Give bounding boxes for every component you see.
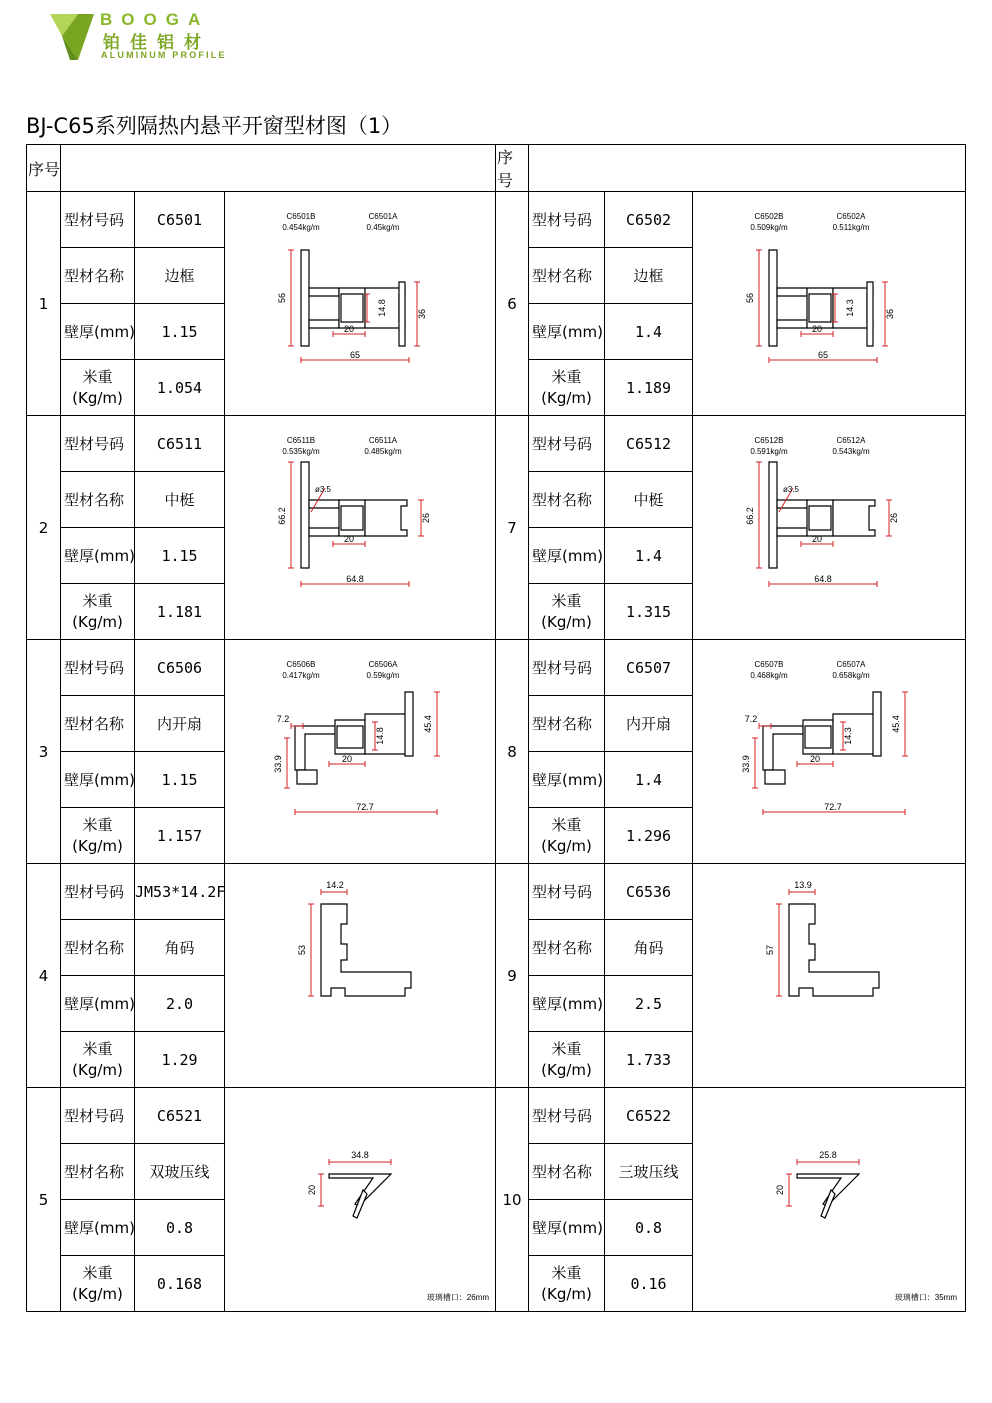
dim-width: 72.7 bbox=[824, 802, 842, 812]
profile-section-drawing bbox=[693, 1088, 963, 1308]
sash-right-wall bbox=[873, 692, 881, 756]
field-label-name: 型材名称 bbox=[529, 920, 605, 976]
dim-width: 13.9 bbox=[794, 880, 812, 890]
dim-width: 25.8 bbox=[819, 1150, 837, 1160]
field-label-weight-line1: 米重 bbox=[551, 591, 582, 610]
corner-bracket bbox=[321, 904, 411, 996]
field-label-weight bbox=[61, 1032, 135, 1088]
frame-right-wall bbox=[867, 282, 873, 346]
field-label-weight bbox=[61, 1256, 135, 1312]
field-value-name: 角码 bbox=[605, 920, 693, 976]
part-a-code: C6502A bbox=[836, 212, 866, 221]
field-label-wall: 壁厚(mm) bbox=[61, 752, 135, 808]
field-label-name: 型材名称 bbox=[61, 1144, 135, 1200]
sash-glazing-bead bbox=[297, 770, 317, 784]
field-value-code: C6522 bbox=[605, 1088, 693, 1144]
page-title: BJ-C65系列隔热内悬平开窗型材图（1） bbox=[26, 114, 403, 138]
dim-screw-diameter: ø3.5 bbox=[314, 485, 332, 494]
sash-right-wall bbox=[405, 692, 413, 756]
field-value-name: 边框 bbox=[135, 248, 225, 304]
frame-chamber-left bbox=[777, 288, 807, 328]
mullion-chamber-right bbox=[833, 500, 875, 536]
dim-width: 65 bbox=[818, 350, 829, 360]
dim-isolator: 20 bbox=[812, 324, 823, 334]
field-label-code: 型材号码 bbox=[61, 640, 135, 696]
field-value-code: C6507 bbox=[605, 640, 693, 696]
dim-height-2: 36 bbox=[417, 308, 427, 320]
header-blank-left bbox=[61, 145, 496, 192]
row-number: 7 bbox=[496, 416, 529, 640]
field-label-weight-line1: 米重 bbox=[82, 367, 113, 386]
field-value-code: C6511 bbox=[135, 416, 225, 472]
field-label-weight bbox=[529, 808, 605, 864]
part-b-code: C6501B bbox=[286, 212, 316, 221]
profile-section-drawing bbox=[225, 416, 495, 636]
part-b-weight: 0.454kg/m bbox=[282, 223, 320, 232]
field-value-weight: 1.29 bbox=[135, 1032, 225, 1088]
profile-section-drawing bbox=[225, 1088, 495, 1308]
field-value-weight: 1.189 bbox=[605, 360, 693, 416]
field-label-code: 型材号码 bbox=[61, 192, 135, 248]
part-a-weight: 0.485kg/m bbox=[364, 447, 402, 456]
part-b-weight: 0.509kg/m bbox=[750, 223, 788, 232]
dim-width: 64.8 bbox=[346, 574, 364, 584]
field-label-name: 型材名称 bbox=[61, 920, 135, 976]
field-value-wall: 1.15 bbox=[135, 752, 225, 808]
profile-drawing-cell bbox=[225, 416, 496, 640]
part-a-weight: 0.45kg/m bbox=[366, 223, 400, 232]
field-value-name: 内开扇 bbox=[605, 696, 693, 752]
field-value-name: 中梃 bbox=[605, 472, 693, 528]
field-label-name: 型材名称 bbox=[61, 472, 135, 528]
field-value-code: C6521 bbox=[135, 1088, 225, 1144]
part-b-weight: 0.535kg/m bbox=[282, 447, 320, 456]
field-label-weight-line1: 米重 bbox=[82, 815, 113, 834]
dim-height: 20 bbox=[307, 1184, 317, 1196]
part-b-code: C6506B bbox=[286, 660, 316, 669]
part-b-weight: 0.591kg/m bbox=[750, 447, 788, 456]
field-label-name: 型材名称 bbox=[61, 248, 135, 304]
glass-slot-note: 玻璃槽口：35mm bbox=[894, 1293, 958, 1302]
dim-width: 14.2 bbox=[326, 880, 344, 890]
field-label-weight-line2: (Kg/m) bbox=[541, 1284, 592, 1303]
part-a-code: C6511A bbox=[368, 436, 398, 445]
profile-drawing-cell bbox=[693, 1088, 966, 1312]
field-label-wall: 壁厚(mm) bbox=[61, 976, 135, 1032]
row-number: 8 bbox=[496, 640, 529, 864]
part-a-code: C6506A bbox=[368, 660, 398, 669]
mullion-chamber-left bbox=[309, 500, 339, 536]
logo-mark-icon bbox=[48, 6, 96, 62]
dim-isolator: 20 bbox=[810, 754, 821, 764]
field-label-weight-line1: 米重 bbox=[551, 815, 582, 834]
field-value-weight: 0.16 bbox=[605, 1256, 693, 1312]
field-label-weight-line1: 米重 bbox=[551, 1039, 582, 1058]
row-number: 1 bbox=[27, 192, 61, 416]
field-label-weight bbox=[529, 360, 605, 416]
field-value-name: 内开扇 bbox=[135, 696, 225, 752]
field-label-name: 型材名称 bbox=[529, 472, 605, 528]
field-label-weight-line1: 米重 bbox=[551, 1263, 582, 1282]
field-label-weight-line2: (Kg/m) bbox=[541, 612, 592, 631]
field-label-code: 型材号码 bbox=[61, 1088, 135, 1144]
field-value-code: C6502 bbox=[605, 192, 693, 248]
dim-width: 65 bbox=[349, 350, 361, 360]
field-label-weight bbox=[529, 584, 605, 640]
part-a-weight: 0.511kg/m bbox=[832, 223, 870, 232]
field-label-weight-line2: (Kg/m) bbox=[72, 1060, 123, 1079]
profile-drawing-cell bbox=[693, 864, 966, 1088]
field-label-wall: 壁厚(mm) bbox=[529, 528, 605, 584]
dim-height-2: 26 bbox=[421, 512, 431, 524]
profile-drawing-cell bbox=[693, 640, 966, 864]
field-value-weight: 1.315 bbox=[605, 584, 693, 640]
field-label-code: 型材号码 bbox=[61, 416, 135, 472]
field-label-name: 型材名称 bbox=[529, 696, 605, 752]
part-b-code: C6512B bbox=[754, 436, 784, 445]
part-a-code: C6507A bbox=[836, 660, 866, 669]
part-b-weight: 0.468kg/m bbox=[750, 671, 788, 680]
field-value-wall: 0.8 bbox=[135, 1200, 225, 1256]
field-value-wall: 1.15 bbox=[135, 528, 225, 584]
sash-glazing-bead bbox=[765, 770, 785, 784]
field-label-wall: 壁厚(mm) bbox=[529, 304, 605, 360]
dim-height: 56 bbox=[745, 292, 756, 304]
dim-height: 20 bbox=[775, 1184, 786, 1196]
field-value-wall: 1.15 bbox=[135, 304, 225, 360]
header-blank-right bbox=[529, 145, 966, 192]
frame-right-wall bbox=[399, 282, 405, 346]
part-b-weight: 0.417kg/m bbox=[282, 671, 320, 680]
field-label-weight bbox=[529, 1256, 605, 1312]
dim-screw-diameter: ø3.5 bbox=[783, 485, 800, 494]
dim-width: 72.7 bbox=[356, 802, 374, 812]
mullion-insulation-strip bbox=[341, 506, 363, 530]
header-row bbox=[27, 145, 966, 192]
header-index-right: 序号 bbox=[496, 145, 529, 192]
dim-isolator: 20 bbox=[343, 324, 355, 334]
dim-height: 57 bbox=[765, 944, 776, 956]
profile-section-drawing bbox=[693, 640, 963, 860]
dim-width: 64.8 bbox=[814, 574, 832, 584]
sash-insulation-strip bbox=[805, 726, 831, 748]
field-label-name: 型材名称 bbox=[529, 248, 605, 304]
field-label-weight-line1: 米重 bbox=[82, 591, 113, 610]
mullion-insulation-strip bbox=[809, 506, 831, 530]
field-label-weight-line2: (Kg/m) bbox=[541, 388, 592, 407]
field-label-wall: 壁厚(mm) bbox=[61, 1200, 135, 1256]
field-value-weight: 0.168 bbox=[135, 1256, 225, 1312]
dim-step: 7.2 bbox=[744, 714, 758, 724]
field-value-weight: 1.054 bbox=[135, 360, 225, 416]
dim-step: 7.2 bbox=[276, 714, 290, 724]
part-a-code: C6512A bbox=[836, 436, 866, 445]
field-value-wall: 2.5 bbox=[605, 976, 693, 1032]
row-number: 9 bbox=[496, 864, 529, 1088]
frame-chamber-left bbox=[309, 288, 339, 328]
field-value-code: JM53*14.2F bbox=[135, 864, 225, 920]
dim-height-2: 36 bbox=[885, 308, 896, 320]
header-index-left: 序号 bbox=[27, 145, 61, 192]
field-label-weight-line1: 米重 bbox=[551, 367, 582, 386]
field-label-code: 型材号码 bbox=[529, 864, 605, 920]
profile-field-row bbox=[27, 1088, 966, 1144]
logo-brand-cn: 铂佳铝材 bbox=[103, 33, 211, 53]
mullion-left-wall bbox=[301, 462, 309, 568]
field-value-name: 双玻压线 bbox=[135, 1144, 225, 1200]
field-label-weight-line2: (Kg/m) bbox=[72, 1284, 123, 1303]
field-value-code: C6501 bbox=[135, 192, 225, 248]
profile-field-row bbox=[27, 864, 966, 920]
row-number: 6 bbox=[496, 192, 529, 416]
dim-thickness: 14.3 bbox=[845, 299, 856, 317]
field-value-wall: 1.4 bbox=[605, 752, 693, 808]
sash-chamber-right bbox=[365, 714, 411, 754]
profile-section-drawing bbox=[225, 192, 495, 412]
field-label-wall: 壁厚(mm) bbox=[61, 304, 135, 360]
part-a-weight: 0.59kg/m bbox=[366, 671, 400, 680]
profile-field-row bbox=[27, 192, 966, 248]
field-label-wall: 壁厚(mm) bbox=[529, 752, 605, 808]
dim-height-2: 26 bbox=[889, 512, 900, 524]
field-value-wall: 1.4 bbox=[605, 528, 693, 584]
field-value-code: C6506 bbox=[135, 640, 225, 696]
part-a-code: C6501A bbox=[368, 212, 398, 221]
field-value-weight: 1.181 bbox=[135, 584, 225, 640]
part-b-code: C6511B bbox=[286, 436, 316, 445]
frame-left-wall bbox=[301, 250, 309, 346]
part-b-code: C6507B bbox=[754, 660, 784, 669]
field-label-name: 型材名称 bbox=[529, 1144, 605, 1200]
profile-section-drawing bbox=[693, 416, 963, 636]
dim-height: 56 bbox=[277, 292, 287, 304]
dim-isolator: 20 bbox=[343, 534, 355, 544]
field-value-name: 中梃 bbox=[135, 472, 225, 528]
profile-section-drawing bbox=[693, 864, 963, 1084]
field-label-code: 型材号码 bbox=[61, 864, 135, 920]
corner-bracket bbox=[789, 904, 879, 996]
frame-insulation-strip bbox=[809, 294, 831, 322]
row-number: 10 bbox=[496, 1088, 529, 1312]
field-value-name: 角码 bbox=[135, 920, 225, 976]
field-label-code: 型材号码 bbox=[529, 1088, 605, 1144]
field-label-wall: 壁厚(mm) bbox=[529, 976, 605, 1032]
row-number: 4 bbox=[27, 864, 61, 1088]
field-value-name: 三玻压线 bbox=[605, 1144, 693, 1200]
field-value-code: C6536 bbox=[605, 864, 693, 920]
row-number: 2 bbox=[27, 416, 61, 640]
dim-height: 66.2 bbox=[277, 507, 287, 525]
field-value-wall: 1.4 bbox=[605, 304, 693, 360]
profile-drawing-cell bbox=[693, 192, 966, 416]
frame-left-wall bbox=[769, 250, 777, 346]
logo-brand-en: BOOGA bbox=[100, 10, 210, 29]
field-label-weight-line1: 米重 bbox=[82, 1039, 113, 1058]
profile-drawing-cell bbox=[225, 192, 496, 416]
part-b-code: C6502B bbox=[754, 212, 784, 221]
sash-chamber-right bbox=[833, 714, 879, 754]
dim-thickness: 14.8 bbox=[377, 299, 387, 317]
dim-height: 66.2 bbox=[745, 507, 756, 525]
mullion-left-wall bbox=[769, 462, 777, 568]
field-label-weight-line2: (Kg/m) bbox=[72, 836, 123, 855]
field-label-weight-line2: (Kg/m) bbox=[72, 612, 123, 631]
glass-slot-note: 玻璃槽口：26mm bbox=[426, 1293, 489, 1302]
field-label-code: 型材号码 bbox=[529, 416, 605, 472]
dim-thickness: 14.8 bbox=[375, 727, 385, 745]
profile-field-row bbox=[27, 416, 966, 472]
profile-section-drawing bbox=[693, 192, 963, 412]
field-label-weight-line2: (Kg/m) bbox=[72, 388, 123, 407]
profile-section-drawing bbox=[225, 640, 495, 860]
dim-isolator: 20 bbox=[341, 754, 353, 764]
logo-tagline: ALUMINUM PROFILE bbox=[101, 50, 227, 60]
profile-section-drawing bbox=[225, 864, 495, 1084]
row-number: 5 bbox=[27, 1088, 61, 1312]
dim-width: 34.8 bbox=[351, 1150, 369, 1160]
profile-field-row bbox=[27, 640, 966, 696]
mullion-chamber-right bbox=[365, 500, 407, 536]
field-value-weight: 1.733 bbox=[605, 1032, 693, 1088]
part-a-weight: 0.658kg/m bbox=[832, 671, 870, 680]
sash-insulation-strip bbox=[337, 726, 363, 748]
field-label-wall: 壁厚(mm) bbox=[61, 528, 135, 584]
field-value-wall: 0.8 bbox=[605, 1200, 693, 1256]
dim-thickness: 14.3 bbox=[843, 727, 854, 745]
brand-logo bbox=[48, 6, 288, 62]
frame-insulation-strip bbox=[341, 294, 363, 322]
profile-drawing-cell bbox=[693, 416, 966, 640]
field-label-weight bbox=[61, 360, 135, 416]
profile-drawing-cell bbox=[225, 1088, 496, 1312]
field-label-code: 型材号码 bbox=[529, 640, 605, 696]
field-label-weight-line2: (Kg/m) bbox=[541, 1060, 592, 1079]
field-label-wall: 壁厚(mm) bbox=[529, 1200, 605, 1256]
field-value-weight: 1.296 bbox=[605, 808, 693, 864]
field-value-code: C6512 bbox=[605, 416, 693, 472]
dim-height: 33.9 bbox=[273, 755, 283, 773]
field-label-weight bbox=[61, 808, 135, 864]
row-number: 3 bbox=[27, 640, 61, 864]
dim-isolator: 20 bbox=[812, 534, 823, 544]
field-label-name: 型材名称 bbox=[61, 696, 135, 752]
field-value-weight: 1.157 bbox=[135, 808, 225, 864]
field-value-name: 边框 bbox=[605, 248, 693, 304]
dim-height: 53 bbox=[297, 944, 307, 956]
profile-drawing-cell bbox=[225, 864, 496, 1088]
field-label-weight-line2: (Kg/m) bbox=[541, 836, 592, 855]
field-label-weight bbox=[529, 1032, 605, 1088]
field-label-weight bbox=[61, 584, 135, 640]
mullion-chamber-left bbox=[777, 500, 807, 536]
profile-drawing-cell bbox=[225, 640, 496, 864]
field-value-wall: 2.0 bbox=[135, 976, 225, 1032]
part-a-weight: 0.543kg/m bbox=[832, 447, 870, 456]
profile-table bbox=[26, 144, 966, 1312]
field-label-weight-line1: 米重 bbox=[82, 1263, 113, 1282]
dim-height-2: 45.4 bbox=[423, 715, 433, 733]
dim-height-2: 45.4 bbox=[891, 715, 902, 733]
field-label-code: 型材号码 bbox=[529, 192, 605, 248]
dim-height: 33.9 bbox=[741, 755, 752, 773]
